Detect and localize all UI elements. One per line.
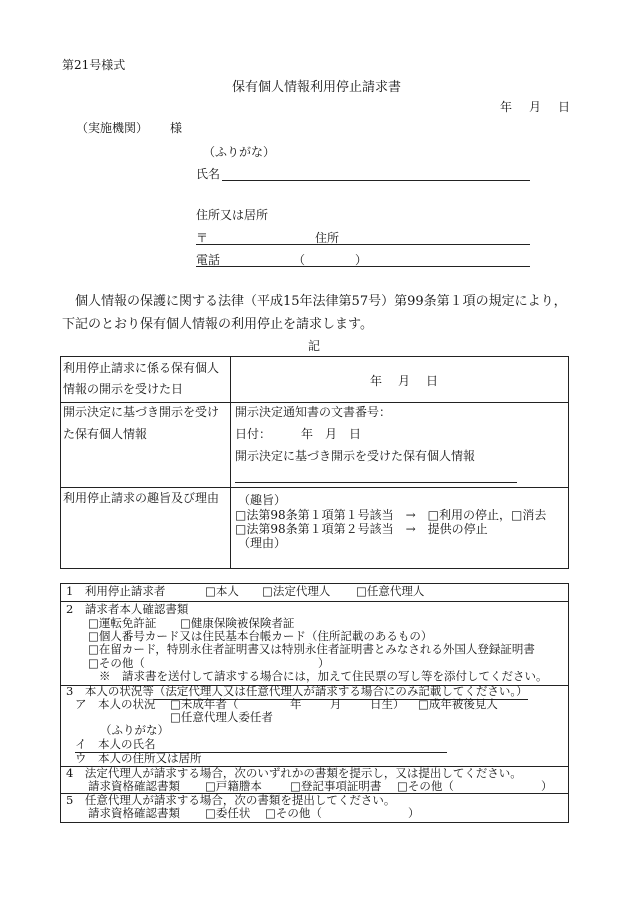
statement-line-2: 下記のとおり保有個人情報の利用停止を請求します。 — [62, 317, 373, 332]
phone-underline — [196, 266, 530, 267]
phone-area-close: ） — [355, 253, 368, 267]
purpose-item-2: □法第98条第１項第２号該当 → 提供の停止 — [235, 522, 488, 536]
legal-agent-docs-label: 請求資格確認書類 — [88, 779, 180, 793]
voluntary-agent-instruction: 5 任意代理人が請求する場合，次の書類を提出してください。 — [66, 793, 396, 807]
purpose-item-1: □法第98条第１項第１号該当 → □利用の停止，□消去 — [235, 508, 547, 522]
principal-address-label: ウ 本人の住所又は居所 — [75, 751, 202, 765]
disclosure-date-label-line-2: 情報の開示を受けた日 — [63, 382, 184, 396]
identity-docs-note: ※ 請求書を送付して請求する場合には，加えて住民票の写し等を添付してください。 — [99, 669, 548, 683]
request-table-row-divider — [60, 402, 568, 403]
legal-agent-option-other-open: □その他（ — [397, 779, 454, 793]
address-underline — [196, 244, 530, 245]
requester-option-legal-agent: □法定代理人 — [262, 584, 331, 598]
requester-option-self: □本人 — [205, 584, 239, 598]
legal-agent-option-other-close: ） — [541, 779, 553, 793]
phone-label: 電話 — [196, 253, 221, 267]
voluntary-agent-option-power-of-attorney: □委任状 — [205, 806, 251, 820]
principal-furigana-label: （ふりがな） — [100, 723, 169, 737]
disclosed-info-field-label: 開示決定に基づき開示を受けた保有個人情報 — [235, 449, 476, 463]
birth-month-label: 月 — [330, 697, 342, 711]
disclosed-info-underline — [235, 482, 517, 483]
requester-option-voluntary-agent: □任意代理人 — [356, 584, 425, 598]
address-label: 住所 — [315, 231, 340, 245]
name-label: 氏名 — [196, 167, 221, 181]
principal-name-label: イ 本人の氏名 — [75, 737, 156, 751]
legal-agent-option-family-register: □戸籍謄本 — [205, 779, 262, 793]
identity-doc-other-open: □その他（ — [88, 656, 145, 670]
addressee-agency: （実施機関） — [76, 121, 149, 135]
address-heading: 住所又は居所 — [196, 208, 269, 222]
principal-adult-ward-option: □成年被後見人 — [418, 697, 498, 711]
form-title: 保有個人情報利用停止請求書 — [232, 80, 402, 95]
form-number: 第21号様式 — [62, 58, 126, 72]
identity-doc-residence-card: □在留カード，特別永住者証明書又は特別永住者証明書とみなされる外国人登録証明書 — [88, 642, 535, 656]
principal-voluntary-option: □任意代理人委任者 — [170, 710, 273, 724]
purpose-label: 利用停止請求の趣旨及び理由 — [63, 491, 220, 505]
addressee-honorific: 様 — [170, 121, 183, 135]
reason-heading: （理由） — [238, 536, 287, 550]
notice-date-line: 日付： 年 月 日 — [235, 427, 362, 441]
ki-heading: 記 — [308, 339, 321, 353]
identity-doc-my-number-card: □個人番号カード又は住民基本台帳カード（住所記載のあるもの） — [88, 629, 433, 643]
principal-minor-option: □未成年者（ — [170, 697, 239, 711]
disclosure-date-value: 年 月 日 — [370, 374, 441, 388]
requester-type-label: 1 利用停止請求者 — [66, 584, 166, 598]
request-date: 年 月 日 — [500, 100, 573, 114]
postal-mark: 〒 — [196, 231, 209, 245]
disclosed-info-label-line-1: 開示決定に基づき開示を受け — [63, 405, 220, 419]
purpose-heading: （趣旨） — [238, 493, 287, 507]
disclosed-info-label-line-2: た保有個人情報 — [63, 427, 148, 441]
principal-status-header — [66, 686, 528, 698]
principal-status-note: （法定代理人又は任意代理人が請求する場合にのみ記載してください。） — [153, 684, 528, 698]
principal-status-label: 3 本人の状況等 — [66, 684, 154, 698]
name-underline — [222, 180, 530, 181]
legal-agent-instruction: 4 法定代理人が請求する場合，次のいずれかの書類を提示し，又は提出してください。 — [66, 766, 522, 780]
birth-year-label: 年 — [290, 697, 302, 711]
disclosure-date-label-line-1: 利用停止請求に係る保有個人 — [63, 361, 220, 375]
voluntary-agent-option-other-open: □その他（ — [265, 806, 322, 820]
request-table-row-divider — [60, 487, 568, 488]
legal-agent-option-registry-certificate: □登記事項証明書 — [290, 779, 382, 793]
birth-day-label: 日生） — [370, 697, 405, 711]
statement-line-1: 個人情報の保護に関する法律（平成15年法律第57号）第99条第１項の規定により， — [75, 294, 567, 309]
identity-doc-drivers-license: □運転免許証 — [88, 616, 157, 630]
voluntary-agent-option-other-close: ） — [408, 806, 420, 820]
identity-doc-health-insurance: □健康保険被保険者証 — [180, 616, 295, 630]
principal-condition-label: ア 本人の状況 — [75, 697, 156, 711]
voluntary-agent-docs-label: 請求資格確認書類 — [88, 806, 180, 820]
identity-docs-label: 2 請求者本人確認書類 — [66, 602, 189, 616]
phone-area-open: （ — [293, 253, 306, 267]
notice-document-number-label: 開示決定通知書の文書番号： — [235, 405, 392, 419]
furigana-label: （ふりがな） — [203, 145, 276, 159]
request-table-column-divider — [230, 356, 231, 568]
identity-doc-other-close: ） — [318, 656, 330, 670]
